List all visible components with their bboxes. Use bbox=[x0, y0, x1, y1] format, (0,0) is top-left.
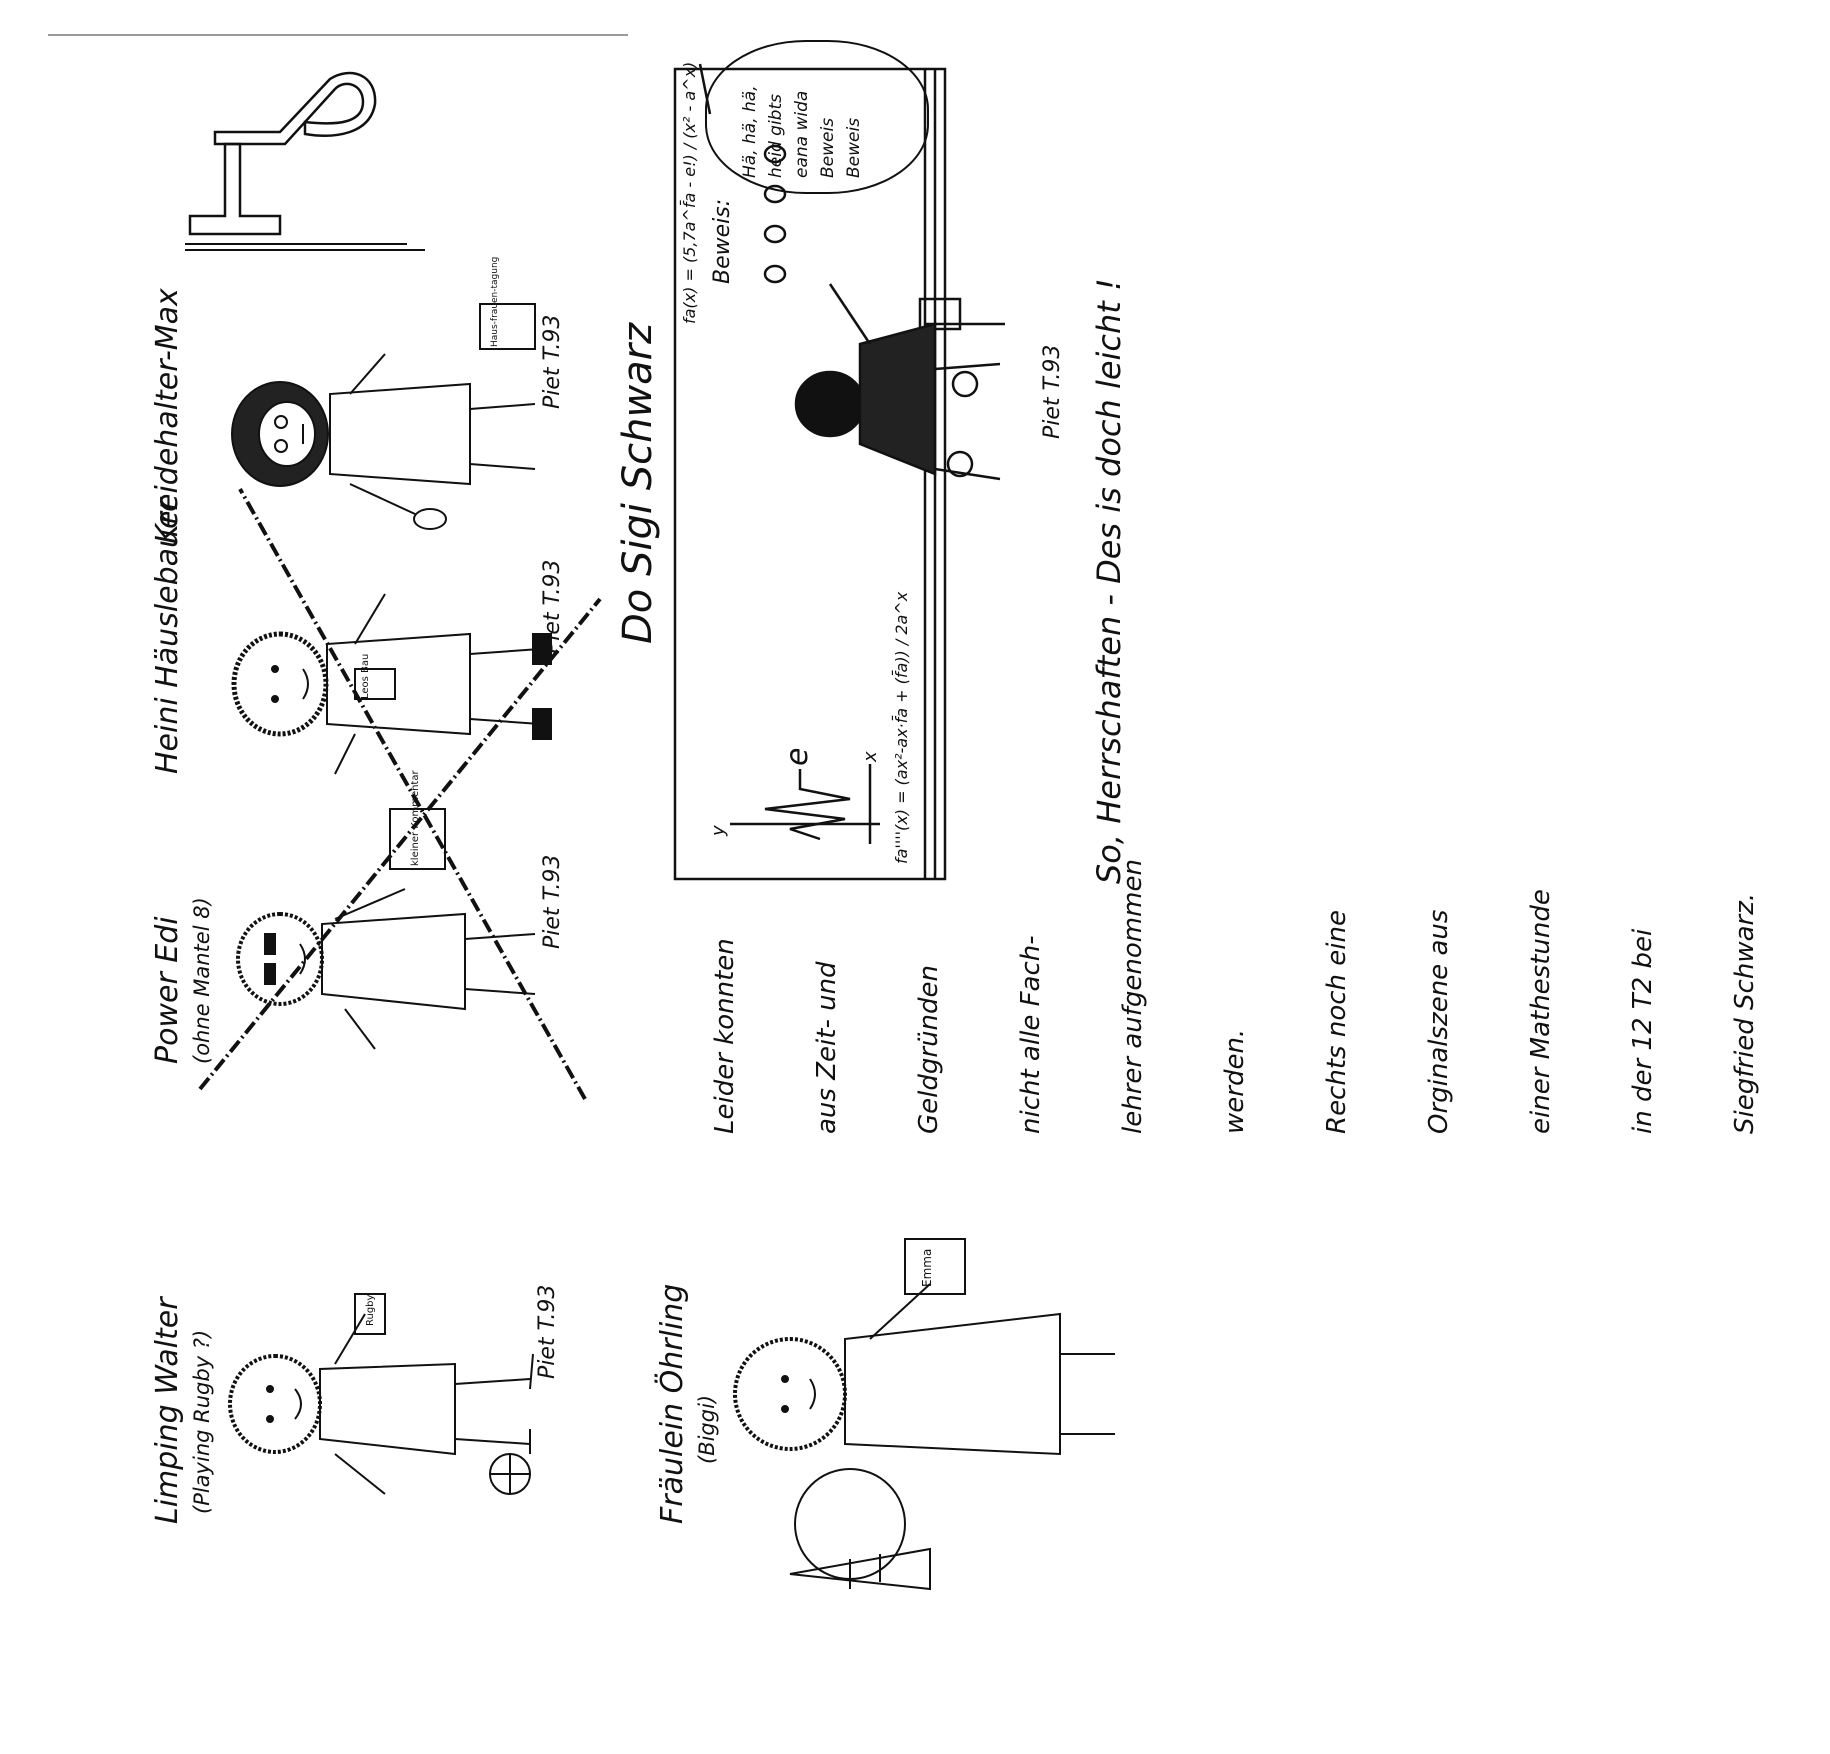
prop-label-kommentar: kleiner Kommentar bbox=[410, 770, 421, 866]
note-line-2: aus Zeit- und bbox=[812, 961, 842, 1134]
title bbox=[275, 183, 276, 184]
note-line-11: Siegfried Schwarz. bbox=[1730, 892, 1760, 1134]
speech-bubble bbox=[705, 40, 929, 194]
note-text bbox=[640, 859, 1830, 1134]
teacher-name-2: Power Edi bbox=[150, 916, 185, 1064]
scene-formula-left: fa''''(x) = (ax²-ax·f̄a + (f̄a)) / 2a^x bbox=[892, 591, 911, 864]
crossed-out-mark bbox=[190, 479, 614, 1099]
scene-bottom-line: So, Herrschaften - Des is doch leicht ! bbox=[1090, 278, 1128, 884]
note-line-4: nicht alle Fach- bbox=[1016, 935, 1046, 1134]
note-line-1: Leider konnten bbox=[710, 938, 740, 1134]
teacher-name-3: Heini Häuslebauer bbox=[150, 498, 185, 774]
scene-axis-y: y bbox=[708, 825, 729, 836]
prop-label-hausfrauen: Haus-frauen-tagung bbox=[490, 256, 500, 347]
caricature-fraeulein-oehrling bbox=[730, 1224, 1134, 1594]
note-line-7: Rechts noch eine bbox=[1322, 910, 1352, 1134]
teacher-name-5: Fräulein Öhrling bbox=[655, 1283, 690, 1524]
speech-bubble-text: Hä, hä, hä, heid gibts eana wida Beweis Beweis bbox=[740, 85, 864, 178]
teacher-subtitle-2: (ohne Mantel 8) bbox=[190, 897, 214, 1064]
caricature-limping-walter bbox=[215, 1254, 549, 1514]
prop-label-rugby: Rugby bbox=[365, 1294, 376, 1326]
note-line-9: einer Mathestunde bbox=[1526, 889, 1556, 1134]
signature-3: Piet T.93 bbox=[540, 559, 565, 654]
teacher-name-4: Kreidehalter-Max bbox=[150, 288, 185, 544]
signature-1: Piet T.93 bbox=[535, 1284, 560, 1379]
signature-4: Piet T.93 bbox=[540, 314, 565, 409]
note-line-8: Orginalszene aus bbox=[1424, 909, 1454, 1134]
scene-formula-right: fa(x) = (5,7a^f̄a - e!) / (x² - a^x) bbox=[680, 61, 699, 324]
scene-signature: Piet T.93 bbox=[1040, 344, 1065, 439]
scene-axis-e: e bbox=[780, 747, 815, 766]
note-line-5: lehrer aufgenommen bbox=[1118, 859, 1148, 1134]
teacher-subtitle-1: (Playing Rugby ?) bbox=[190, 1329, 214, 1514]
teacher-subtitle-5: (Biggi) bbox=[695, 1394, 719, 1464]
note-line-3: Geldgründen bbox=[914, 965, 944, 1134]
prop-label-leos-bau: Leos Bau bbox=[360, 653, 371, 699]
scene-circles bbox=[740, 280, 741, 284]
scene-heading: Do Sigi Schwarz bbox=[615, 322, 661, 644]
signature-2: Piet T.93 bbox=[540, 854, 565, 949]
scene-beweis: Beweis: bbox=[710, 198, 735, 284]
note-line-10: in der 12 T2 bei bbox=[1628, 928, 1658, 1134]
t2-logo bbox=[185, 44, 419, 244]
note-line-6: werden. bbox=[1220, 1028, 1250, 1134]
scene-axis-x: x bbox=[860, 751, 881, 762]
prop-label-emma: Emma bbox=[920, 1248, 934, 1287]
teacher-name-1: Limping Walter bbox=[150, 1297, 185, 1524]
